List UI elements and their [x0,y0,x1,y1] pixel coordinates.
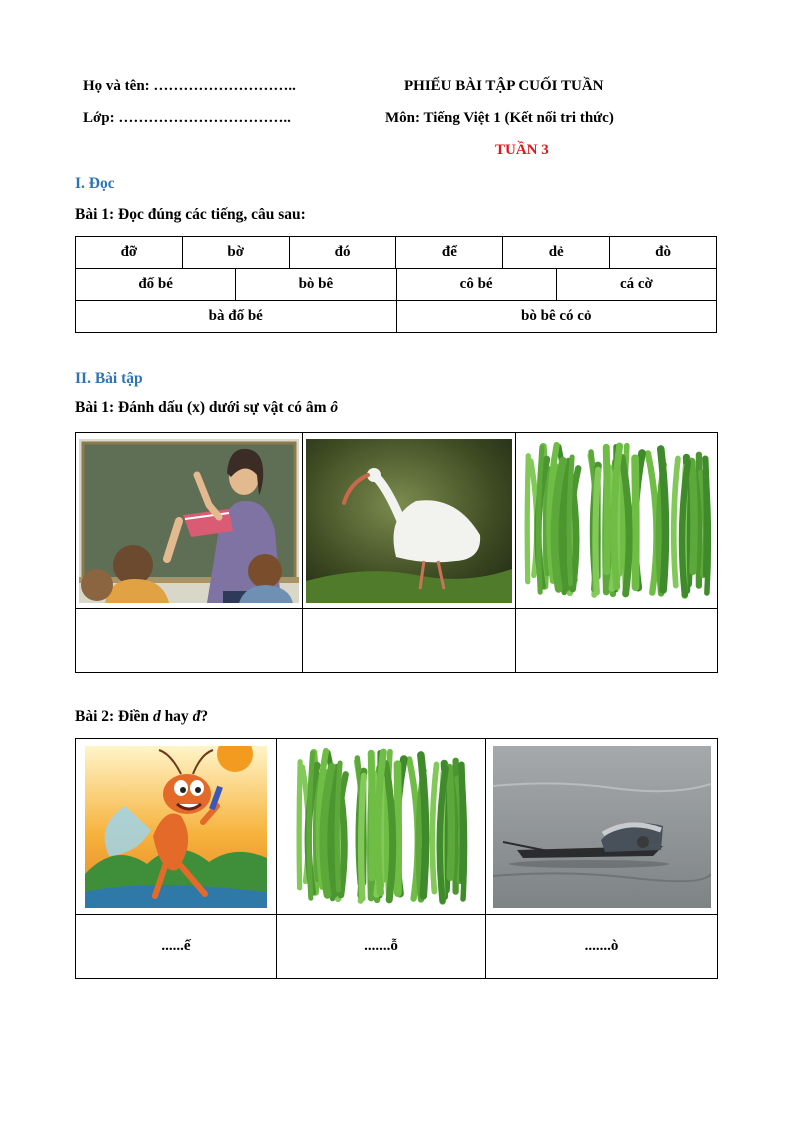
subject-title: Môn: Tiếng Việt 1 (Kết nối tri thức) [385,110,614,126]
reading-cell: đò [610,237,717,269]
mark-cell-2[interactable] [303,609,516,673]
picture-cell-beans-2 [277,739,486,915]
reading-cell: cô bé [396,269,556,301]
picture-cell-ibis [303,433,516,609]
green-beans-image-1 [519,439,715,603]
reading-cell: bà đố bé [76,301,397,333]
teacher-classroom-image [79,439,299,603]
picture-cell-teacher [76,433,303,609]
reading-cell: đỡ [76,237,183,269]
answer-row [76,609,718,673]
answer-cell-3[interactable]: .......ò [486,915,718,979]
reading-row-3-table [75,300,717,333]
exercise-2-mid: hay [160,708,193,725]
section-exercises-title: II. Bài tập [75,370,143,387]
answer-cell-2[interactable]: .......ỗ [277,915,486,979]
reading-cell: bò bê có cỏ [396,301,717,333]
exercise-1-table [75,432,718,673]
mark-cell-1[interactable] [76,609,303,673]
reading-table [75,236,717,333]
boat-on-river-image [493,746,711,908]
picture-cell-boat [486,739,718,915]
week-title: TUẦN 3 [495,142,549,158]
picture-row [76,739,718,915]
reading-row [76,237,717,269]
name-line: Họ và tên: ……………………….. [83,78,296,94]
exercise-2-dd: đ [192,708,201,725]
reading-cell: cá cờ [556,269,716,301]
answer-row [76,915,718,979]
exercise-2-table [75,738,718,979]
exercise-1-sound: ô [330,399,339,416]
reading-cell: bò bê [236,269,396,301]
reading-cell: dẻ [503,237,610,269]
mark-cell-3[interactable] [516,609,718,673]
cricket-image [85,746,267,908]
reading-cell: để [396,237,503,269]
reading-row-1-table [75,236,717,269]
reading-cell: đó [289,237,396,269]
reading-cell: bờ [182,237,289,269]
picture-cell-cricket [76,739,277,915]
picture-row [76,433,718,609]
white-ibis-image [306,439,512,603]
exercise-2-title [75,708,208,726]
class-line: Lớp: …………………………….. [83,110,291,126]
exercise-1-text: Bài 1: Đánh dấu (x) dưới sự vật có âm [75,399,331,416]
exercise-2-d: d [152,708,161,725]
sheet-title: PHIẾU BÀI TẬP CUỐI TUẦN [404,78,604,94]
reading-row-2-table [75,268,717,301]
picture-cell-beans [516,433,718,609]
reading-row [76,269,717,301]
green-beans-image-2 [291,745,471,909]
exercise-2-suffix: ? [200,708,209,725]
exercise-1-title [75,399,338,417]
exercise-2-prefix: Bài 2: Điền [75,708,153,725]
answer-cell-1[interactable]: ......ế [76,915,277,979]
reading-cell: đố bé [76,269,236,301]
reading-row [76,301,717,333]
section-reading-title: I. Đọc [75,175,115,192]
reading-exercise-title: Bài 1: Đọc đúng các tiếng, câu sau: [75,206,306,223]
